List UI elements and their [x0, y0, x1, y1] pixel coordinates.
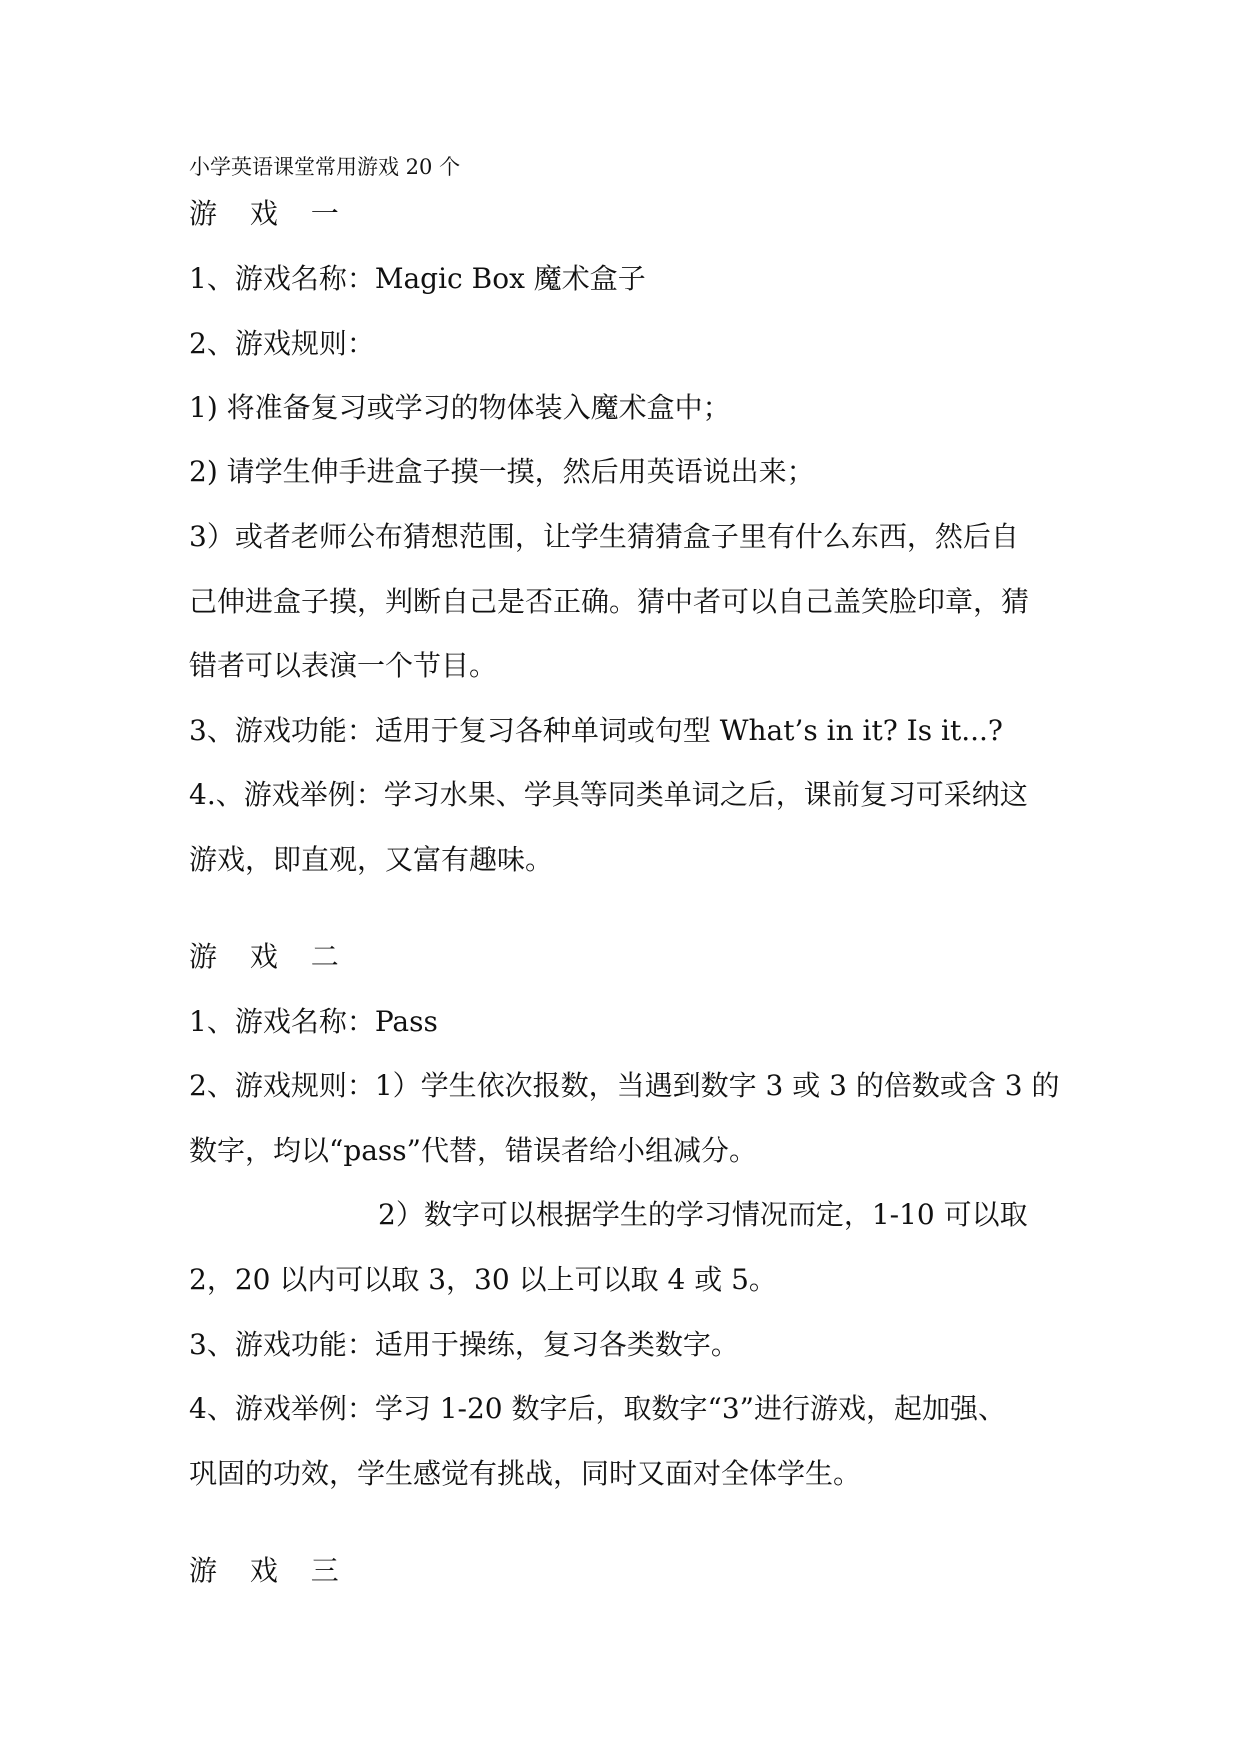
document-title: 小学英语课堂常用游戏 20 个 — [189, 155, 461, 179]
game1-function: 3、游戏功能：适用于复习各种单词或句型 What’s in it? Is it...? — [189, 714, 1003, 747]
game1-example-line-1: 4.、游戏举例：学习水果、学具等同类单词之后，课前复习可采纳这 — [189, 778, 1028, 811]
game1-rule-3-line-2: 己伸进盒子摸，判断自己是否正确。猜中者可以自己盖笑脸印章，猜 — [189, 585, 1030, 618]
game1-heading: 游 戏 一 — [189, 197, 351, 230]
game2-name: 1、游戏名称：Pass — [189, 1005, 438, 1038]
game2-example-line-2: 巩固的功效，学生感觉有挑战，同时又面对全体学生。 — [189, 1457, 862, 1490]
game1-name: 1、游戏名称：Magic Box 魔术盒子 — [189, 262, 646, 295]
game2-rules-line-1: 2、游戏规则：1）学生依次报数，当遇到数字 3 或 3 的倍数或含 3 的 — [189, 1069, 1060, 1102]
game2-rules-line-2: 数字，均以“pass”代替，错误者给小组减分。 — [189, 1134, 757, 1167]
game1-rules-label: 2、游戏规则： — [189, 327, 375, 360]
game2-heading: 游 戏 二 — [189, 940, 351, 973]
game1-rule-1: 1) 将准备复习或学习的物体装入魔术盒中； — [189, 391, 731, 424]
game2-function: 3、游戏功能：适用于操练，复习各类数字。 — [189, 1328, 739, 1361]
game1-rule-3-line-1: 3）或者老师公布猜想范围，让学生猜猜盒子里有什么东西，然后自 — [189, 520, 1019, 553]
game1-example-line-2: 游戏，即直观，又富有趣味。 — [189, 843, 554, 876]
game2-example-line-1: 4、游戏举例：学习 1-20 数字后，取数字“3”进行游戏，起加强、 — [189, 1392, 1006, 1425]
game1-rule-2: 2) 请学生伸手进盒子摸一摸，然后用英语说出来； — [189, 455, 815, 488]
game2-rules-line-3: 2）数字可以根据学生的学习情况而定，1-10 可以取 — [378, 1198, 1028, 1231]
game3-heading: 游 戏 三 — [189, 1554, 351, 1587]
game2-rules-line-4: 2，20 以内可以取 3，30 以上可以取 4 或 5。 — [189, 1263, 777, 1296]
game1-rule-3-line-3: 错者可以表演一个节目。 — [189, 649, 498, 682]
